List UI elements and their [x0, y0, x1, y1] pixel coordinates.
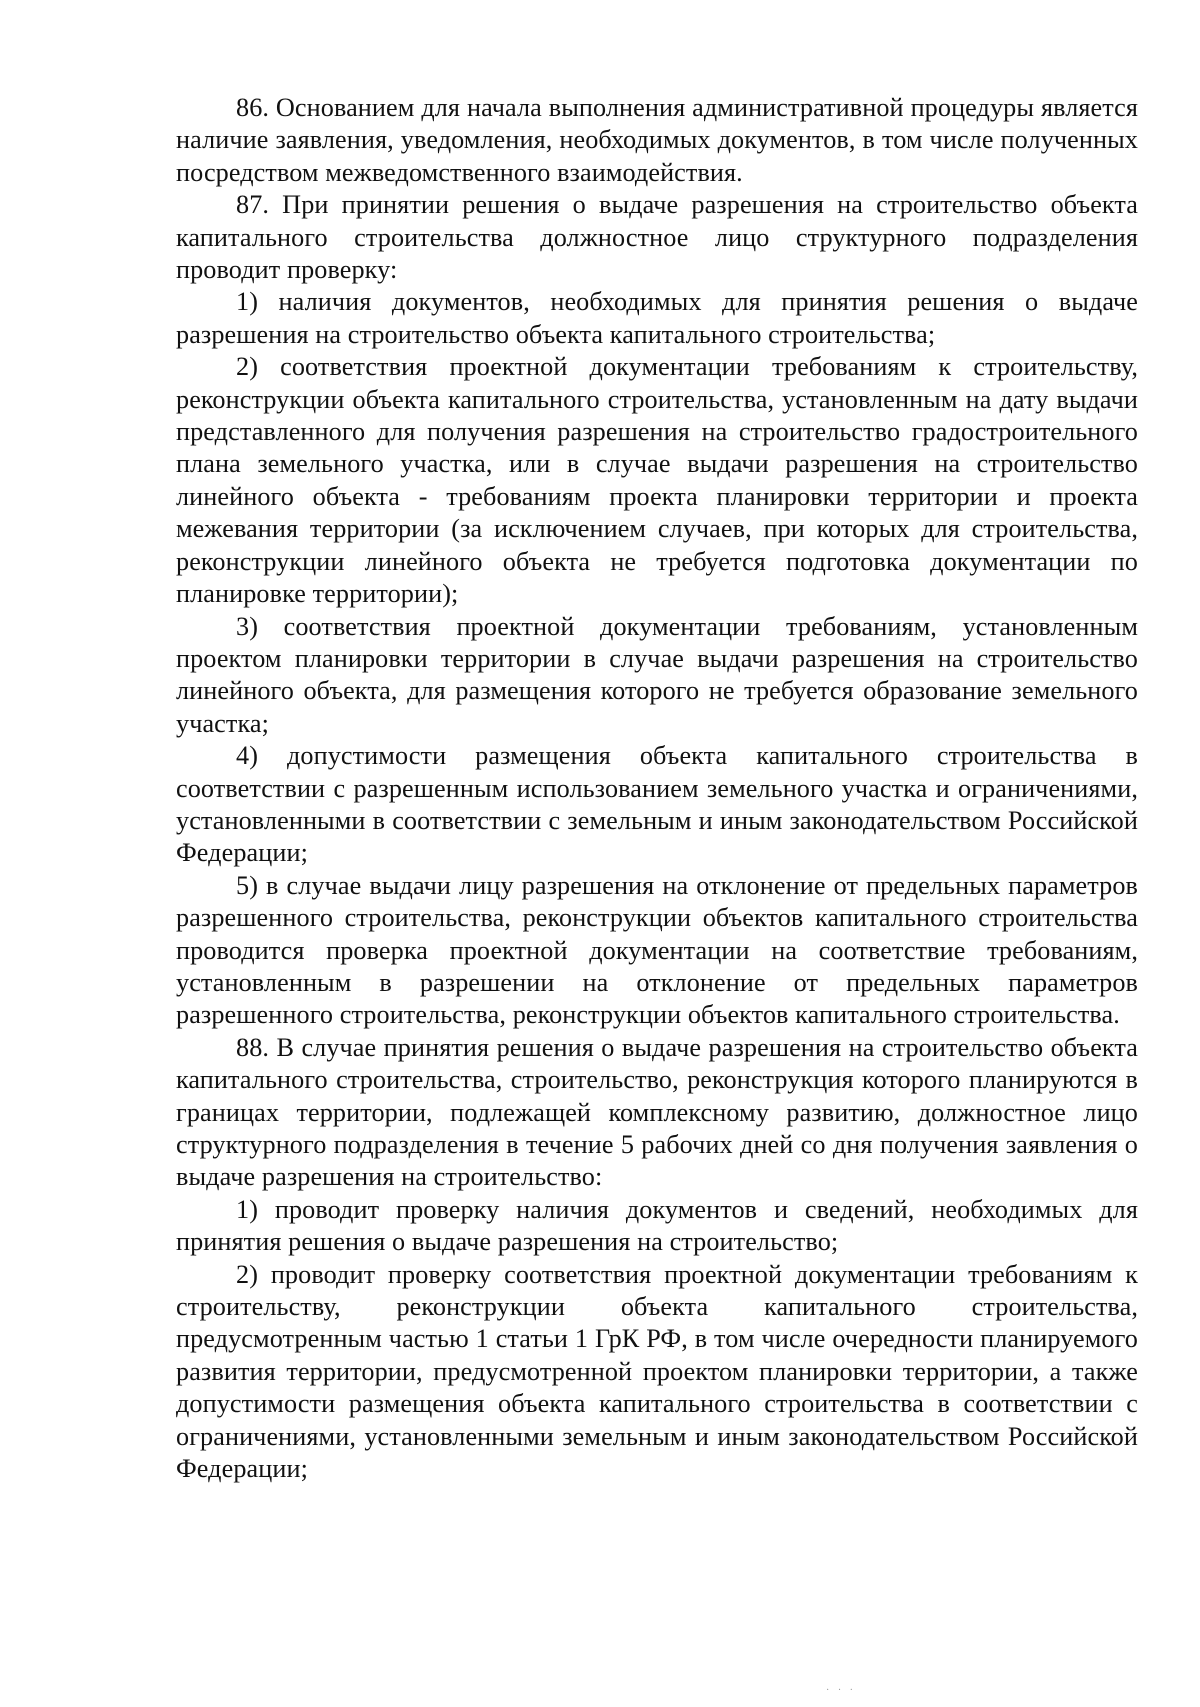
paragraph-87-item-4: 4) допустимости размещения объекта капитального строительства в соответствии с разрешенным использованием земельного участка и ограничениями, установленными в соответствии с земельным и иным законодательством Российской Федерации;: [176, 741, 1138, 868]
paragraph-88-item-1: 1) проводит проверку наличия документов и сведений, необходимых для принятия решения о выдаче разрешения на строительство;: [176, 1194, 1138, 1257]
paragraph-86: 86. Основанием для начала выполнения административной процедуры является наличие заявления, уведомления, необходимых документов, в том числе полученных посредством межведомственного взаимодействия.: [176, 93, 1138, 187]
footer-mark: · · ·: [826, 1685, 856, 1696]
paragraph-87-item-2: 2) соответствия проектной документации требованиям к строительству, реконструкции объекта капитального строительства, установленным на дату выдачи представленного для получения разрешения на строительство градостроительного плана земельного участка, или в случае выдачи разрешения на строительство линейного объекта - требованиям проекта планировки территории и проекта межевания территории (за исключением случаев, при которых для строительства, реконструкции линейного объекта не требуется подготовка документации по планировке территории);: [176, 352, 1138, 609]
paragraph-87-item-3: 3) соответствия проектной документации требованиям, установленным проектом планировки территории в случае выдачи разрешения на строительство линейного объекта, для размещения которого не требуется образование земельного участка;: [176, 611, 1138, 738]
paragraph-87-item-1: 1) наличия документов, необходимых для принятия решения о выдаче разрешения на строительство объекта капитального строительства;: [176, 287, 1138, 349]
paragraph-87-item-5: 5) в случае выдачи лицу разрешения на отклонение от предельных параметров разрешенного строительства, реконструкции объектов капитального строительства проводится проверка проектной документации на соответствие требованиям, установленным в разрешении на отклонение от предельных параметров разрешенного строительства, реконструкции объектов капитального строительства.: [176, 870, 1138, 1030]
paragraph-88: 88. В случае принятия решения о выдаче разрешения на строительство объекта капитального строительства, строительство, реконструкция которого планируются в границах территории, подлежащей комплексному развитию, должностное лицо структурного подразделения в течение 5 рабочих дней со дня получения заявления о выдаче разрешения на строительство:: [176, 1032, 1138, 1192]
document-body: [176, 92, 1138, 1485]
paragraph-87: 87. При принятии решения о выдаче разрешения на строительство объекта капитального строительства должностное лицо структурного подразделения проводит проверку:: [176, 190, 1138, 285]
paragraph-88-item-2: 2) проводит проверку соответствия проектной документации требованиям к строительству, реконструкции объекта капитального строительства, предусмотренным частью 1 статьи 1 ГрК РФ, в том числе очередности планируемого развития территории, предусмотренной проектом планировки территории, а также допустимости размещения объекта капитального строительства в соответствии с ограничениями, установленными земельным и иным законодательством Российской Федерации;: [176, 1259, 1138, 1484]
